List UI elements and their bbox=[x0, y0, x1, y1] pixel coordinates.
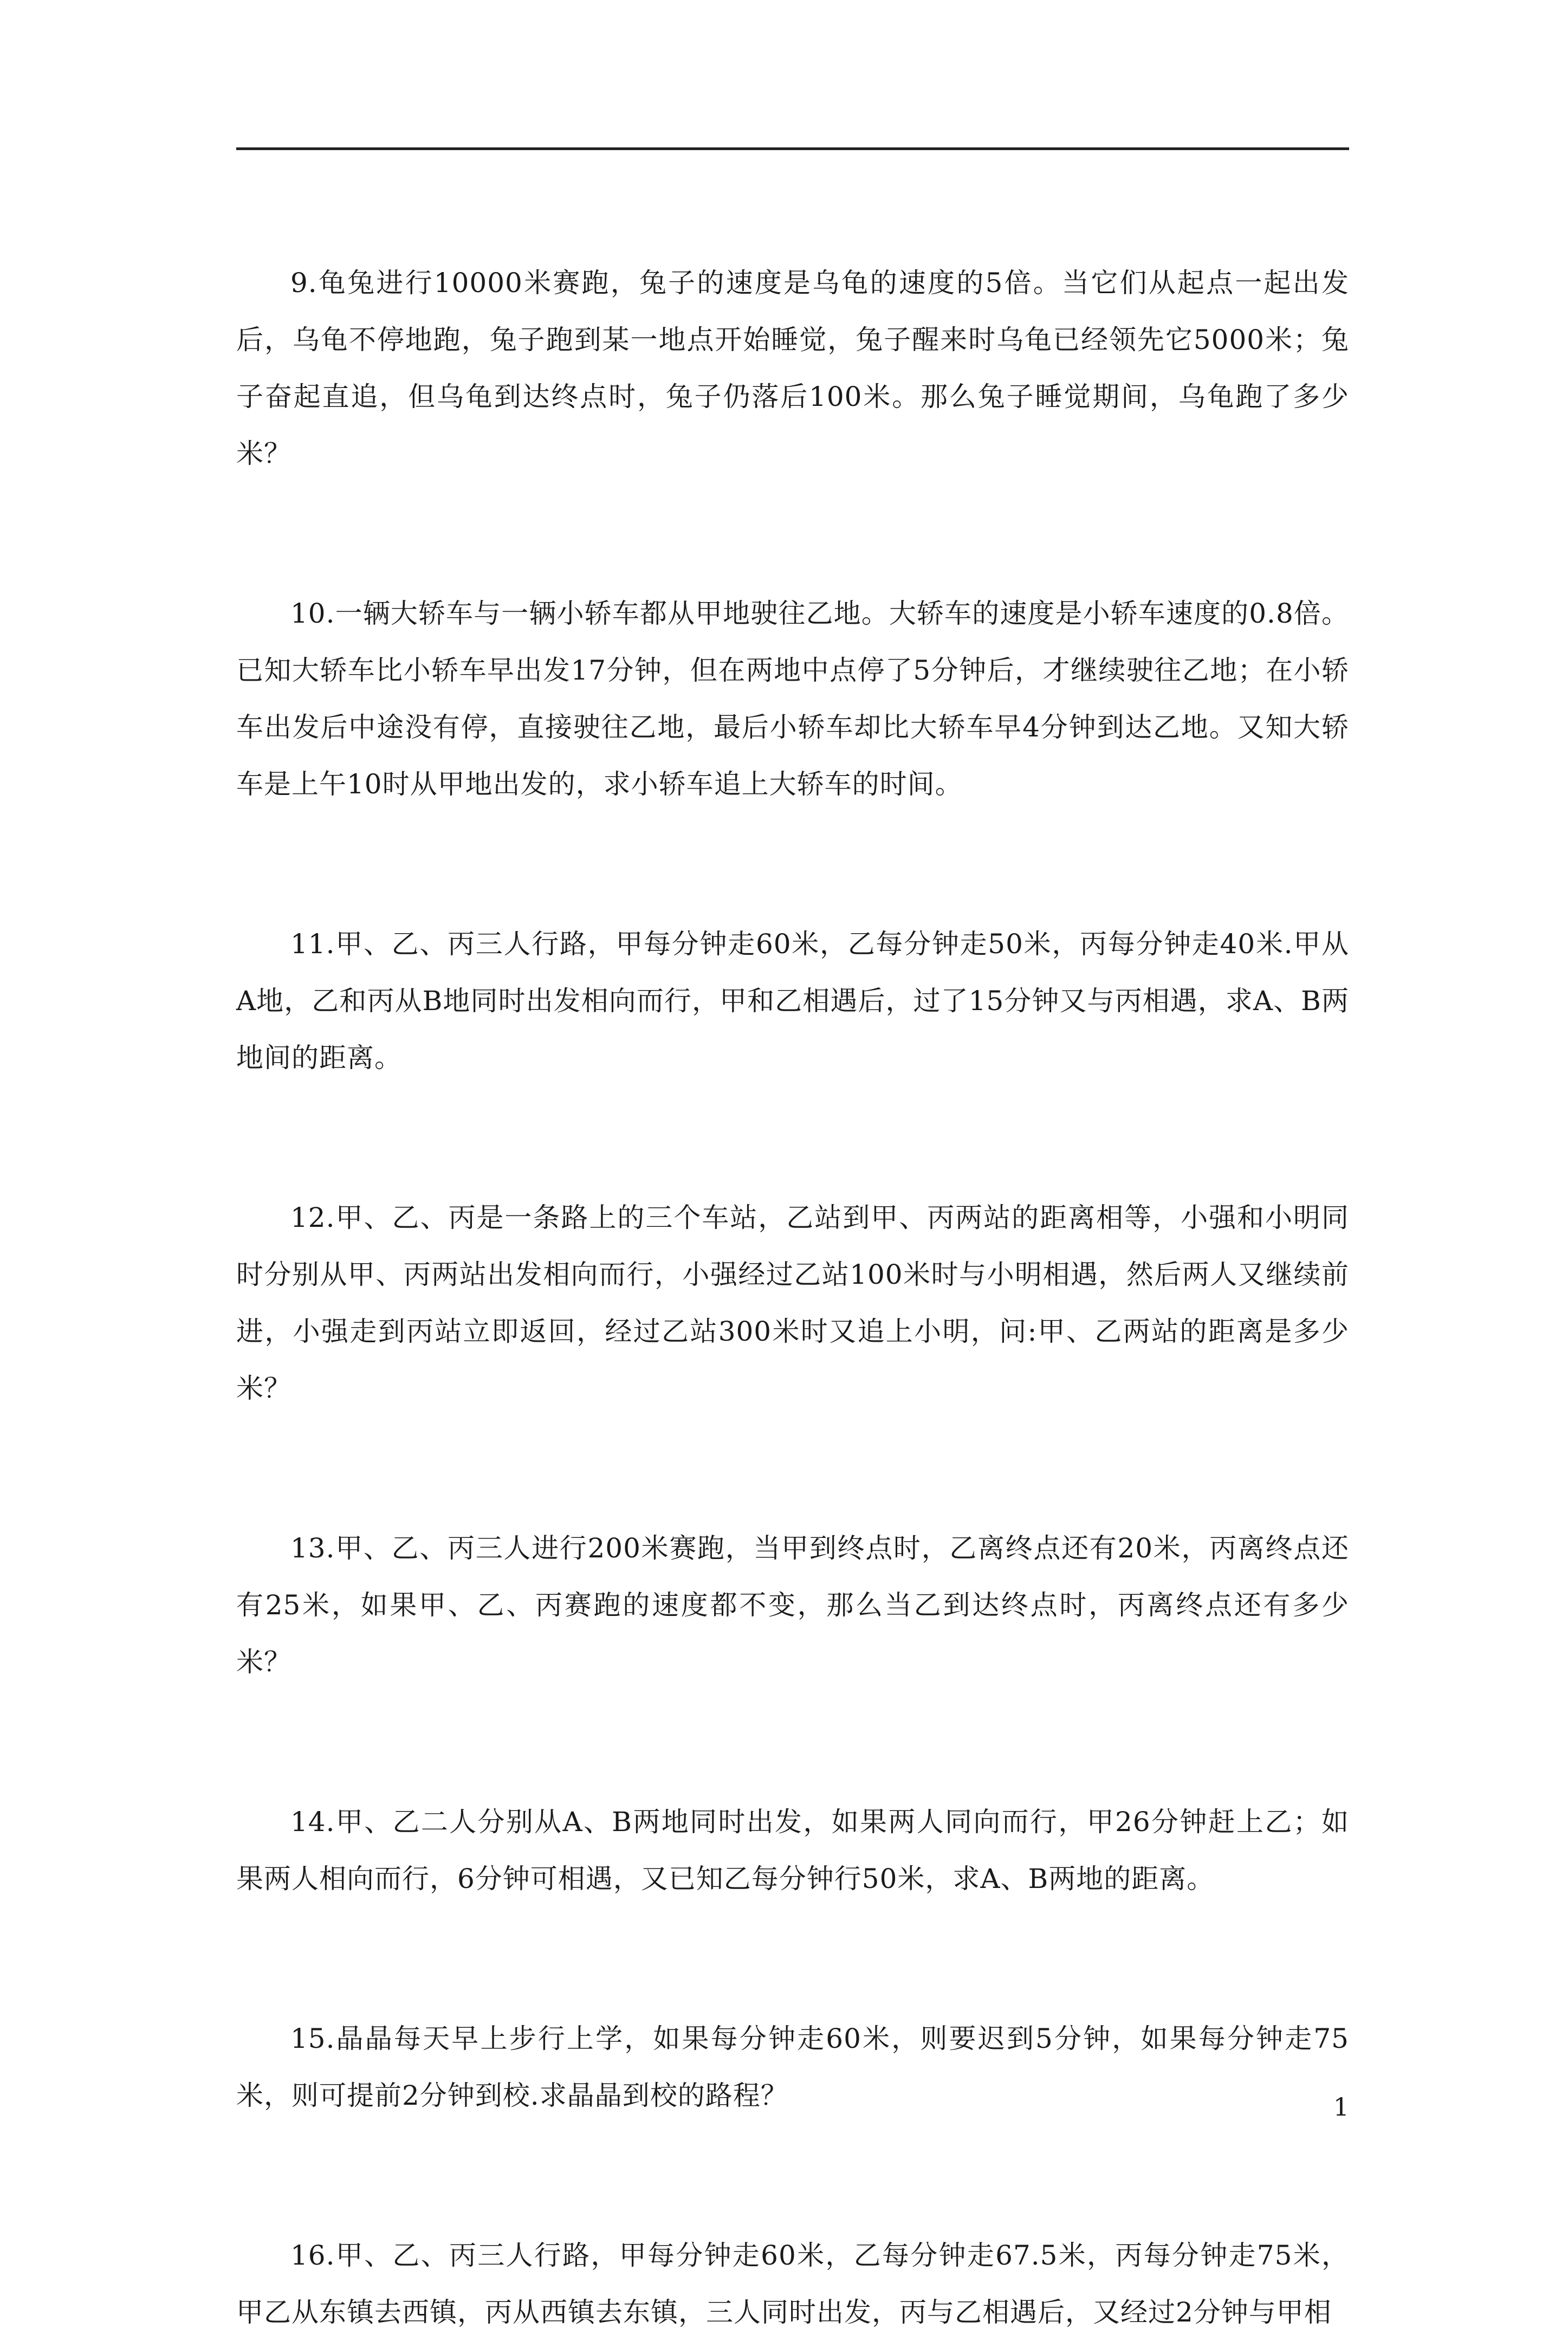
problem-16: 16.甲、乙、丙三人行路，甲每分钟走60米，乙每分钟走67.5米，丙每分钟走75米，甲乙从东镇去西镇，丙从西镇去东镇，三人同时出发，丙与乙相遇后，又经过2分钟与甲相 bbox=[236, 2240, 1349, 2328]
problem-10: 10.一辆大轿车与一辆小轿车都从甲地驶往乙地。大轿车的速度是小轿车速度的0.8倍。已知大轿车比小轿车早出发17分钟，但在两地中点停了5分钟后，才继续驶往乙地；在小轿车出发后中途没有停，直接驶往乙地，最后小轿车却比大轿车早4分钟到达乙地。又知大轿车是上午10时从甲地出发的，求小轿车追上大轿车的时间。 bbox=[236, 598, 1349, 800]
page-number: 1 bbox=[1333, 2092, 1349, 2122]
problem-12: 12.甲、乙、丙是一条路上的三个车站，乙站到甲、丙两站的距离相等，小强和小明同时分别从甲、丙两站出发相向而行，小强经过乙站100米时与小明相遇，然后两人又继续前进，小强走到丙站立即返回，经过乙站300米时又追上小明，问:甲、乙两站的距离是多少米？ bbox=[236, 1202, 1349, 1404]
problem-15: 15.晶晶每天早上步行上学，如果每分钟走60米，则要迟到5分钟，如果每分钟走75米，则可提前2分钟到校.求晶晶到校的路程？ bbox=[236, 2023, 1349, 2111]
problem-9: 9.龟兔进行10000米赛跑，兔子的速度是乌龟的速度的5倍。当它们从起点一起出发后，乌龟不停地跑，兔子跑到某一地点开始睡觉，兔子醒来时乌龟已经领先它5000米；兔子奋起直追，但乌龟到达终点时，兔子仍落后100米。那么兔子睡觉期间，乌龟跑了多少米？ bbox=[236, 267, 1349, 469]
problem-13: 13.甲、乙、丙三人进行200米赛跑，当甲到终点时，乙离终点还有20米，丙离终点还有25米，如果甲、乙、丙赛跑的速度都不变，那么当乙到达终点时，丙离终点还有多少米？ bbox=[236, 1532, 1349, 1678]
page-content bbox=[236, 255, 1349, 2341]
header-rule bbox=[236, 147, 1349, 150]
problem-14: 14.甲、乙二人分别从A、B两地同时出发，如果两人同向而行，甲26分钟赶上乙；如果两人相向而行，6分钟可相遇，又已知乙每分钟行50米，求A、B两地的距离。 bbox=[236, 1806, 1349, 1894]
problem-11: 11.甲、乙、丙三人行路，甲每分钟走60米，乙每分钟走50米，丙每分钟走40米.甲从A地，乙和丙从B地同时出发相向而行，甲和乙相遇后，过了15分钟又与丙相遇，求A、B两地间的距离。 bbox=[236, 928, 1349, 1074]
